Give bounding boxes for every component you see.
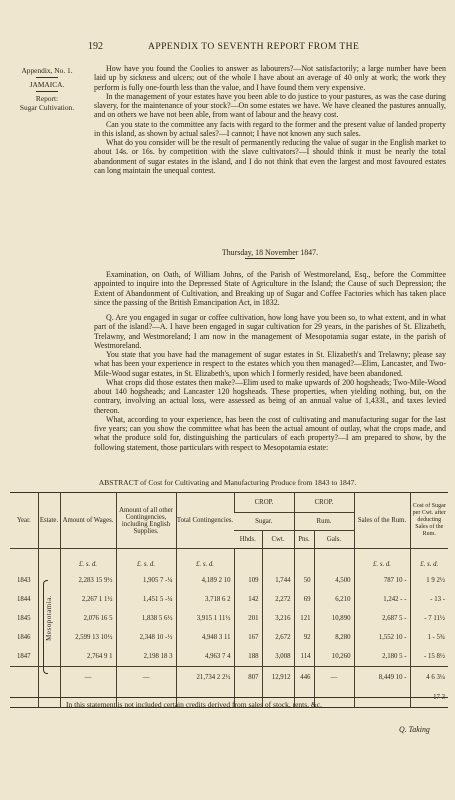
paragraph: How have you found the Coolies to answer as labourers?—Not satisfactorily; a large number have been laid up by sickness and ulcers; out of the whole I have about an average of 40 only at work; the work they perform is fully one-fourth less than the value, and I have found them very expensive. [94, 64, 446, 92]
paragraph: What crops did those estates then make?—Elim used to make upwards of 200 hogsheads; Two-Mile-Wood about 140 hogsheads; and Lancaster 120 hogsheads. These properties, when yielding nothing, but, on the contrary, involving an actual loss, were assessed as being of an annual value of 1,433l., and taxes levied thereon. [94, 377, 446, 415]
table-title: ABSTRACT of Cost for Cultivating and Manufacturing Produce from 1843 to 1847. [98, 478, 357, 487]
margin-note [6, 66, 88, 112]
table-cell-total: 3,718 6 2 [176, 590, 234, 609]
total-cell-pns: 446 [294, 667, 314, 688]
table-cell-total: 4,189 2 10 [176, 571, 234, 590]
table-cell-year: 1844 [16, 596, 31, 603]
col-other: Amount of all other Contingencies, including English Supplies. [116, 493, 176, 549]
examination-heading: Examination, on Oath, of William Johns, of the Parish of Westmoreland, Esq., before the Committee appointed to inquire into the Depressed State of Agriculture in the Island; the Cause of such Depression; the Extent of Abandonment of Cultivation, and Breaking up of Sugar and Coffee Factories which has taken place since the passing of the British Emancipation Act, in 1832. [94, 270, 446, 307]
table-cell-gals: 8,280 [314, 628, 354, 647]
table-cell-pns: 121 [294, 609, 314, 628]
running-title: APPENDIX TO SEVENTH REPORT FROM THE [148, 41, 360, 52]
table-cell-pns: 114 [294, 647, 314, 667]
table-cell-year: 1847 [16, 653, 31, 660]
table-cell-cost: - 7 11½ [410, 609, 448, 628]
table-cell-gals: 6,210 [314, 590, 354, 609]
table-cell-hhds: 142 [234, 590, 262, 609]
table-cell-total: 3,915 1 11½ [176, 609, 234, 628]
table-row [10, 647, 448, 667]
table-row [10, 609, 448, 628]
table-cell-year: 1846 [16, 634, 31, 641]
table-cell-wages: 2,599 13 10½ [60, 628, 116, 647]
table-cell-hhds: 109 [234, 571, 262, 590]
col-total: Total Contingencies. [176, 493, 234, 549]
table-cell-other: 2,348 10 -½ [116, 628, 176, 647]
col-rum: Rum. [294, 513, 354, 531]
paragraph: Can you state to the committee any facts with regard to the former and the present value of landed property in this island, as shown by actual sales?—I cannot; I have not known any such sales. [94, 119, 446, 138]
col-sugar: Sugar. [234, 513, 294, 531]
table-cell-hhds: 188 [234, 647, 262, 667]
total-cell-sales: 8,449 10 - [354, 667, 410, 688]
col-crop-rum-group: CROP. [294, 493, 354, 513]
table-cell-pns: 69 [294, 590, 314, 609]
paragraph: In the management of your estates have you been able to do justice to your pastures, as was the case during slavery, for the maintenance of your stock?—On some estates we have. We have cleaned the pastures annually, and on others we have not been able, from want of labour and the heavy cost. [94, 91, 446, 120]
table-cell-hhds: 201 [234, 609, 262, 628]
table-cell-total: 4,948 3 11 [176, 628, 234, 647]
col-cwt: Cwt. [262, 531, 294, 549]
table-row [10, 571, 448, 590]
col-crop-sugar-group: CROP. [234, 493, 294, 513]
table-cell-pns: 50 [294, 571, 314, 590]
table-cell-cost: 1 - 5¾ [410, 628, 448, 647]
col-estate: Estate. [38, 493, 60, 549]
table-row [10, 590, 448, 609]
table-cell-cost: 1 9 2½ [410, 571, 448, 590]
table-cell-cwt: 3,008 [262, 647, 294, 667]
col-sales: Sales of the Rum. [354, 493, 410, 549]
totals-row [10, 667, 448, 688]
footnote-rule [10, 697, 448, 698]
unit-cell: £. s. d. [410, 549, 448, 572]
col-gals: Gals. [314, 531, 354, 549]
margin-appendix: Appendix, No. 1. [21, 66, 73, 75]
col-hhds: Hhds. [239, 536, 256, 543]
unit-cell: £. s. d. [354, 549, 410, 572]
estate-bracket [43, 580, 48, 674]
table-cell-gals: 4,500 [314, 571, 354, 590]
dateline-rule [245, 258, 295, 259]
total-cell-cwt: 12,912 [262, 667, 294, 688]
col-year: Year. [10, 493, 38, 549]
table-cell-cwt: 2,672 [262, 628, 294, 647]
footnote: In this statement is not included certain credits derived from sales of stock, rents, &c. [66, 700, 322, 709]
table-cell-other: 1,451 5 -¼ [116, 590, 176, 609]
paragraph: You state that you have had the management of sugar estates in St. Elizabeth's and Trelawny; please say what has been your experience in respect to the estates which you then managed?—Elim, Lancaster, and Two-Mile-Wood sugar estates, in St. Elizabeth's, upon which I formerly resided, have been abandoned. [94, 350, 446, 378]
unit-cell: £. s. d. [176, 549, 234, 572]
table-row [10, 628, 448, 647]
table-cell-wages: 2,283 15 9½ [60, 571, 116, 590]
estate-cell [38, 571, 60, 667]
total-cell-gals: — [314, 667, 354, 688]
cost-table [10, 492, 448, 708]
table-cell-pns: 92 [294, 628, 314, 647]
page-header [0, 41, 455, 55]
table-cell-sales: 2,180 5 - [354, 647, 410, 667]
unit-cell: £. s. d. [60, 549, 116, 572]
table-cell-cost: - 13 - [410, 590, 448, 609]
table-cell-year: 1843 [16, 577, 31, 584]
table-cell-cwt: 2,272 [262, 590, 294, 609]
table-cell-other: 1,838 5 6½ [116, 609, 176, 628]
unit-row [10, 549, 448, 572]
table-cell-other: 2,198 18 3 [116, 647, 176, 667]
margin-subject: Sugar Cultivation. [19, 103, 75, 112]
paragraph: Q. Are you engaged in sugar or coffee cultivation, how long have you been so, to what extent, and in what part of the island?—A. I have been engaged in sugar cultivation for 29 years, in the parishes of St. Elizabeth, Trelawny, and Westmoreland; I am now in the management of Mesopotamia sugar estate, in the parish of Westmoreland. [94, 313, 446, 350]
table-cell-total: 4,963 7 4 [176, 647, 234, 667]
total-cell-cost: 4 6 3¼ [410, 667, 448, 688]
table-cell-other: 1,905 7 -¼ [116, 571, 176, 590]
total-cell-wages: — [60, 667, 116, 688]
average-cost-cell: - 17 3 [410, 687, 448, 708]
estate-name: Mesopotamia. [45, 594, 53, 641]
paragraph: What, according to your experience, has been the cost of cultivating and manufacturing sugar for the last five years; can you show the committee what has been the actual amount of outlay, what the crops made, and what the produce sold for, distinguishing the particulars of each property?—I am prepared to show, by the following statement, those particulars with respect to Mesopotamia estate: [94, 414, 446, 452]
table-cell-gals: 10,260 [314, 647, 354, 667]
paragraph: What do you consider will be the result of permanently reducing the value of sugar in the English market to about 14s. or 16s. by competition with the slave cultivators?—I should think it must be nearly the total abandonment of sugar estates in the island, and I do not think that even the largest and most favoured estates can long maintain the unequal contest. [94, 138, 446, 175]
table-cell-sales: 1,552 10 - [354, 628, 410, 647]
table-cell-sales: 1,242 - - [354, 590, 410, 609]
total-cell-total: 21,734 2 2½ [176, 667, 234, 688]
table-cell-gals: 10,890 [314, 609, 354, 628]
table-cell-sales: 787 10 - [354, 571, 410, 590]
table-cell-hhds: 167 [234, 628, 262, 647]
table-cell-cost: - 15 8½ [410, 647, 448, 667]
unit-cell: £. s. d. [116, 549, 176, 572]
table-cell-year: 1845 [16, 615, 31, 622]
table-cell-wages: 2,764 9 1 [60, 647, 116, 667]
total-cell-other: — [116, 667, 176, 688]
examination-section [94, 270, 446, 452]
catchword: Q. Taking [399, 725, 430, 734]
table-cell-wages: 2,267 1 1½ [60, 590, 116, 609]
col-pns: Pns. [294, 531, 314, 549]
table-cell-wages: 2,076 16 5 [60, 609, 116, 628]
table-cell-cwt: 3,216 [262, 609, 294, 628]
dateline: Thursday, 18 November 1847. [221, 248, 319, 257]
margin-report: Report: [35, 94, 59, 103]
page-number: 192 [88, 41, 103, 52]
margin-rule [36, 77, 58, 78]
margin-place: JAMAICA. [29, 80, 65, 89]
table-cell-cwt: 1,744 [262, 571, 294, 590]
total-cell-hhds: 807 [234, 667, 262, 688]
body-text [94, 64, 446, 175]
col-cost: Cost of Sugar per Cwt. after deducting Sales of the Rum. [410, 493, 448, 549]
margin-rule [36, 91, 58, 92]
table-cell-sales: 2,687 5 - [354, 609, 410, 628]
col-wages: Amount of Wages. [60, 493, 116, 549]
